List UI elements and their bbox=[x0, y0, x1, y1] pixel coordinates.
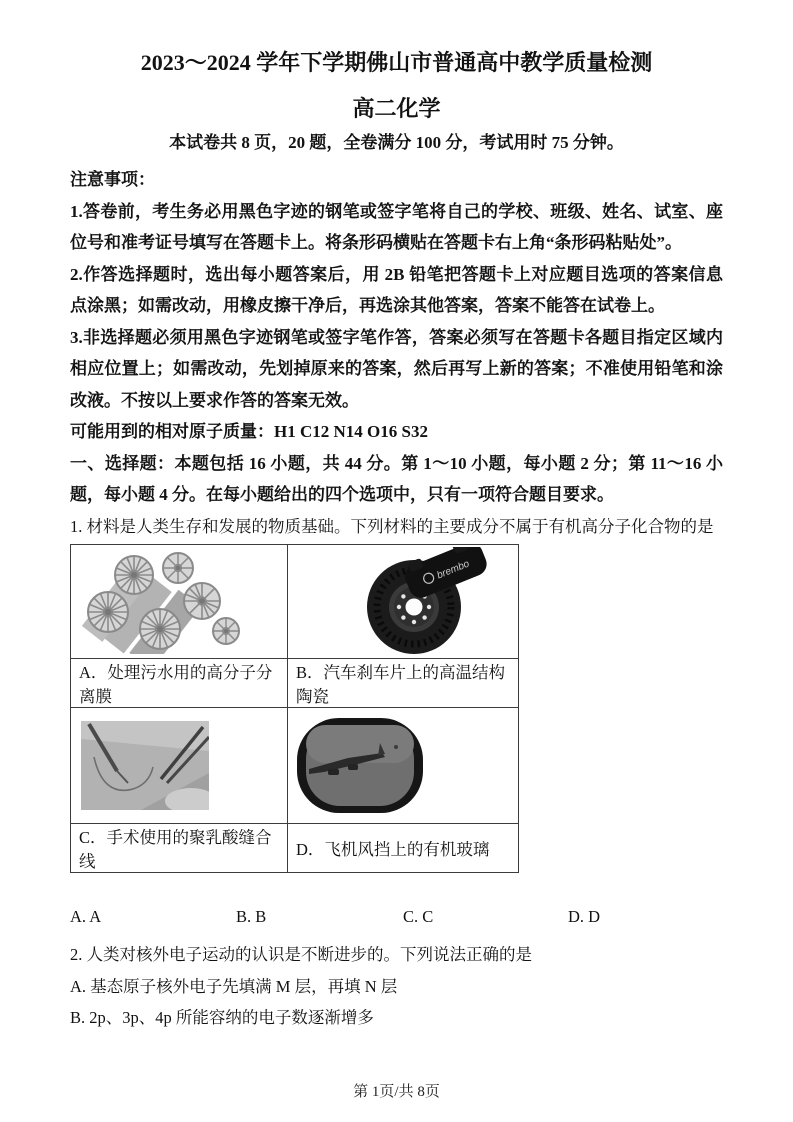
windshield-photo bbox=[296, 717, 424, 814]
notice-heading: 注意事项： bbox=[70, 170, 155, 189]
page-footer: 第 1页/共 8页 bbox=[353, 1084, 440, 1100]
suture-photo bbox=[81, 721, 209, 810]
question-1-option-b: B. B bbox=[236, 907, 267, 926]
question-1-option-d: D. D bbox=[568, 907, 601, 926]
choice-c-label: C．手术使用的聚乳酸缝合线 bbox=[71, 824, 288, 873]
question-1-option-c: C. C bbox=[403, 907, 434, 926]
table-row bbox=[71, 545, 519, 659]
image-cell-d bbox=[288, 708, 519, 824]
membrane-tubes-photo bbox=[78, 549, 258, 654]
notice-item-1: 1.答卷前，考生务必用黑色字迹的钢笔或签字笔将自己的学校、班级、姓名、试室、座位号和准考证号填写在答题卡上。将条形码横贴在答题卡右上角“条形码粘贴处”。 bbox=[70, 201, 723, 252]
svg-text:brembo: brembo bbox=[435, 558, 472, 582]
question-2-option-a: A. 基态原子核外电子先填满 M 层，再填 N 层 bbox=[70, 976, 398, 996]
atomic-mass-line: 可能用到的相对原子质量：H1 C12 N14 O16 S32 bbox=[70, 422, 428, 441]
section-1-heading: 一、选择题：本题包括 16 小题，共 44 分。第 1～10 小题，每小题 2 分；第 11～16 小题，每小题 4 分。在每小题给出的四个选项中，只有一项符合题目要求。 bbox=[70, 453, 723, 504]
question-1-text: 1. 材料是人类生存和发展的物质基础。下列材料的主要成分不属于有机高分子化合物的是 bbox=[70, 516, 714, 536]
image-cell-a bbox=[71, 545, 288, 659]
table-row bbox=[71, 708, 519, 824]
notice-item-3: 3.非选择题必须用黑色字迹钢笔或签字笔作答，答案必须写在答题卡各题目指定区域内相应位置上；如需改动，先划掉原来的答案，然后再写上新的答案；不准使用铅笔和涂改液。不按以上要求作答的答案无效。 bbox=[70, 327, 723, 410]
image-cell-c bbox=[71, 708, 288, 824]
question-1-image-table bbox=[70, 544, 519, 873]
choice-b-label: B．汽车刹车片上的高温结构陶瓷 bbox=[288, 659, 519, 708]
page-subtitle: 高二化学 bbox=[352, 96, 441, 121]
question-2-option-b: B. 2p、3p、4p 所能容纳的电子数逐渐增多 bbox=[70, 1008, 374, 1027]
choice-a-label: A．处理污水用的高分子分离膜 bbox=[71, 659, 288, 708]
notice-item-2: 2.作答选择题时，选出每小题答案后，用 2B 铅笔把答题卡上对应题目选项的答案信息点涂黑；如需改动，用橡皮擦干净后，再选涂其他答案，答案不能答在试卷上。 bbox=[70, 264, 723, 315]
exam-info-line: 本试卷共 8 页，20 题，全卷满分 100 分，考试用时 75 分钟。 bbox=[169, 133, 624, 152]
question-2-text: 2. 人类对核外电子运动的认识是不断进步的。下列说法正确的是 bbox=[70, 945, 532, 964]
question-1-option-a: A. A bbox=[70, 907, 102, 926]
image-cell-b bbox=[288, 545, 519, 659]
table-row bbox=[71, 659, 519, 708]
brake-disc-photo bbox=[302, 547, 502, 656]
choice-d-label: D．飞机风挡上的有机玻璃 bbox=[288, 824, 519, 873]
page-title: 2023～2024 学年下学期佛山市普通高中教学质量检测 bbox=[140, 50, 653, 75]
question-1-options bbox=[70, 907, 723, 927]
table-row bbox=[71, 824, 519, 873]
